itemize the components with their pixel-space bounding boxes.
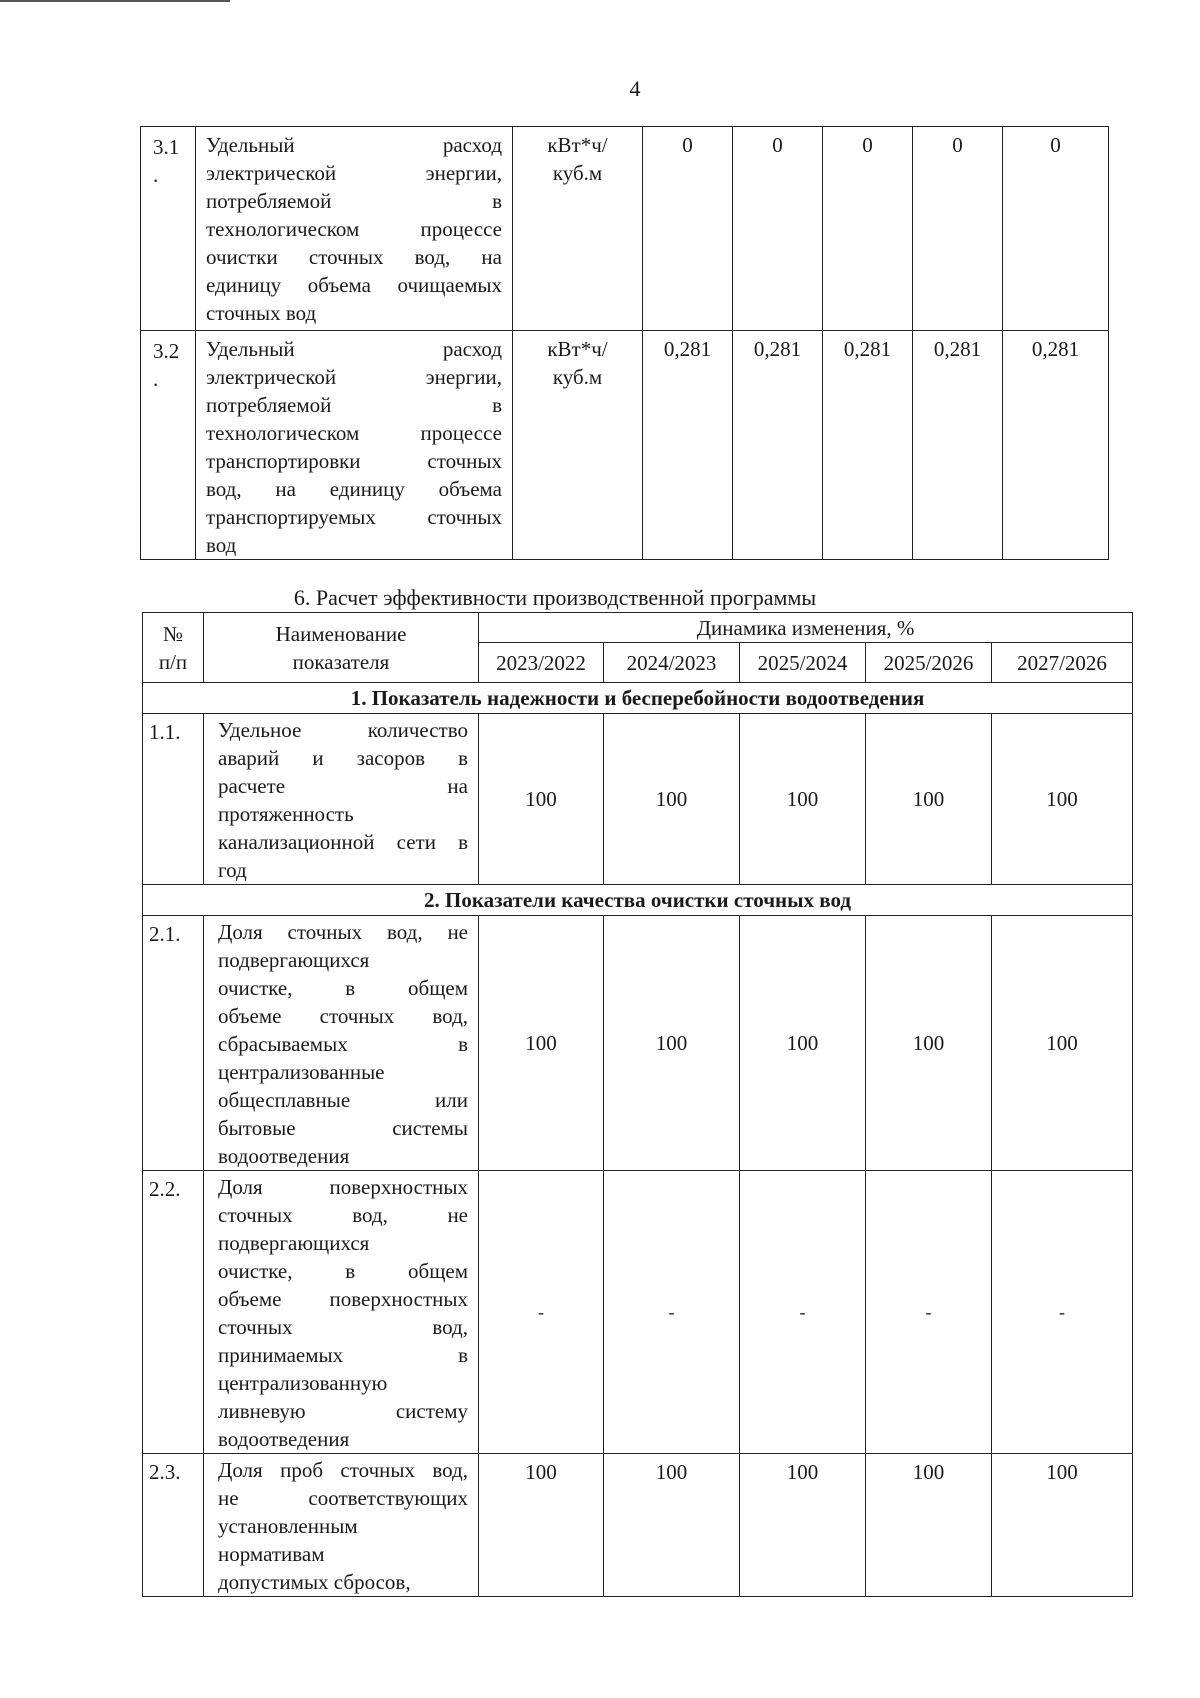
indicator-name-line: единицу объема очищаемых [206,273,502,297]
unit-line: кВт*ч/ [547,133,608,157]
indicator-name-line: технологическом процессе [206,421,502,445]
col-header-period: 2024/2023 [604,643,740,683]
value-cell: - [604,1171,740,1454]
value-cell: 100 [740,1454,866,1597]
value-cell: 100 [992,1454,1133,1597]
value-cell: 100 [479,1454,604,1597]
page-corner-line [0,0,230,2]
row-number: 2.1. [143,916,204,1171]
value-cell: 0,281 [733,331,823,560]
value-cell: 100 [992,714,1133,885]
indicator-name-line: подвергающихся [218,1231,370,1255]
table-row [141,331,1109,560]
group-title: 1. Показатель надежности и бесперебойности водоотведения [143,683,1133,714]
indicator-name-line: централизованные [218,1060,385,1084]
value-cell: 100 [866,1454,992,1597]
table-row [143,916,1133,1171]
indicator-name-line: вод, на единицу объема [206,477,502,501]
section-title: 6. Расчет эффективности производственной программы [293,585,817,610]
row-number [141,331,196,560]
indicator-name-line: объеме поверхностных [218,1287,468,1311]
indicator-name [204,1454,479,1597]
value-cell: - [479,1171,604,1454]
indicator-name-line: электрической энергии, [206,365,502,389]
indicator-name-line: Доля поверхностных [218,1175,468,1199]
indicator-name-line: установленным [218,1514,358,1538]
indicator-name-line: Удельный расход [206,337,502,361]
indicator-name-line: сточных вод [206,301,317,325]
indicator-name-line: не соответствующих [218,1486,468,1510]
indicator-name-line: водоотведения [218,1144,350,1168]
value-cell: 100 [866,714,992,885]
row-number-part: 3.2 [153,339,180,363]
indicator-name-line: сточных вод, не [218,1203,468,1227]
indicator-name [196,331,513,560]
indicator-name-line: технологическом процессе [206,217,502,241]
indicator-name [204,714,479,885]
col-header-indicator-name: Наименование показателя [204,613,479,683]
table-row [143,714,1133,885]
row-number: 2.3. [143,1454,204,1597]
indicator-name-line: протяженность [218,802,354,826]
indicator-name-line: принимаемых в [218,1343,468,1367]
col-header-period: 2023/2022 [479,643,604,683]
indicator-name-line: водоотведения [218,1427,350,1451]
unit-line: куб.м [552,365,603,389]
value-cell: 100 [992,916,1133,1171]
indicator-name [196,127,513,331]
unit-line: куб.м [552,161,603,185]
row-number-part: . [153,163,159,187]
value-cell: 0,281 [823,331,913,560]
indicator-name [204,1171,479,1454]
value-cell: 0,281 [913,331,1003,560]
value-cell: 100 [604,1454,740,1597]
indicator-name-line: Удельный расход [206,133,502,157]
table-row [143,1171,1133,1454]
value-cell: - [740,1171,866,1454]
indicator-name-line: транспортируемых сточных [206,505,502,529]
indicator-name-line: очистки сточных вод, на [206,245,502,269]
indicator-name-line: расчете на [218,774,468,798]
indicator-name-line: подвергающихся [218,948,370,972]
unit-cell [513,127,643,331]
indicator-name-line: сточных вод, [218,1315,468,1339]
indicator-name-line: ливневую систему [218,1399,468,1423]
row-number-part: 3.1 [153,135,180,159]
energy-consumption-table [140,126,1109,560]
unit-cell [513,331,643,560]
value-cell: 100 [604,714,740,885]
indicator-name-line: очистке, в общем [218,976,468,1000]
indicator-name-line: канализационной сети в [218,830,468,854]
value-cell: 0,281 [643,331,733,560]
indicator-name-line: нормативам [218,1542,325,1566]
indicator-name-line: общесплавные или [218,1088,468,1112]
unit-line: кВт*ч/ [547,337,608,361]
value-cell: 0,281 [1003,331,1109,560]
indicator-name-line: бытовые системы [218,1116,468,1140]
table-row [141,127,1109,331]
value-cell: - [866,1171,992,1454]
value-cell: 0 [643,127,733,331]
indicator-name-line: потребляемой в [206,393,502,417]
table-row [143,1454,1133,1597]
indicator-name [204,916,479,1171]
page-number: 4 [629,76,641,101]
value-cell: 100 [479,916,604,1171]
indicator-name-line: год [218,858,247,882]
indicator-name-line: транспортировки сточных [206,449,502,473]
value-cell: - [992,1171,1133,1454]
col-header-period: 2025/2024 [740,643,866,683]
value-cell: 100 [740,714,866,885]
indicator-name-line: потребляемой в [206,189,502,213]
value-cell: 0 [823,127,913,331]
indicator-name-line: электрической энергии, [206,161,502,185]
group-row [143,683,1133,714]
group-title: 2. Показатели качества очистки сточных вод [143,885,1133,916]
col-header-dynamics: Динамика изменения, % [479,613,1133,643]
value-cell: 0 [733,127,823,331]
col-header-period: 2027/2026 [992,643,1133,683]
indicator-name-line: Доля сточных вод, не [218,920,468,944]
col-header-number: № п/п [143,613,204,683]
group-row [143,885,1133,916]
value-cell: 0 [913,127,1003,331]
value-cell: 100 [740,916,866,1171]
indicator-name-line: допустимых сбросов, [218,1570,411,1594]
value-cell: 100 [479,714,604,885]
col-header-period: 2025/2026 [866,643,992,683]
value-cell: 100 [604,916,740,1171]
indicator-name-line: Удельное количество [218,718,468,742]
row-number: 1.1. [143,714,204,885]
efficiency-table [142,612,1133,1597]
value-cell: 100 [866,916,992,1171]
indicator-name-line: аварий и засоров в [218,746,468,770]
indicator-name-line: сбрасываемых в [218,1032,468,1056]
indicator-name-line: очистке, в общем [218,1259,468,1283]
indicator-name-line: вод [206,533,237,557]
row-number [141,127,196,331]
indicator-name-line: объеме сточных вод, [218,1004,468,1028]
row-number: 2.2. [143,1171,204,1454]
value-cell: 0 [1003,127,1109,331]
row-number-part: . [153,367,159,391]
indicator-name-line: Доля проб сточных вод, [218,1458,468,1482]
indicator-name-line: централизованную [218,1371,388,1395]
